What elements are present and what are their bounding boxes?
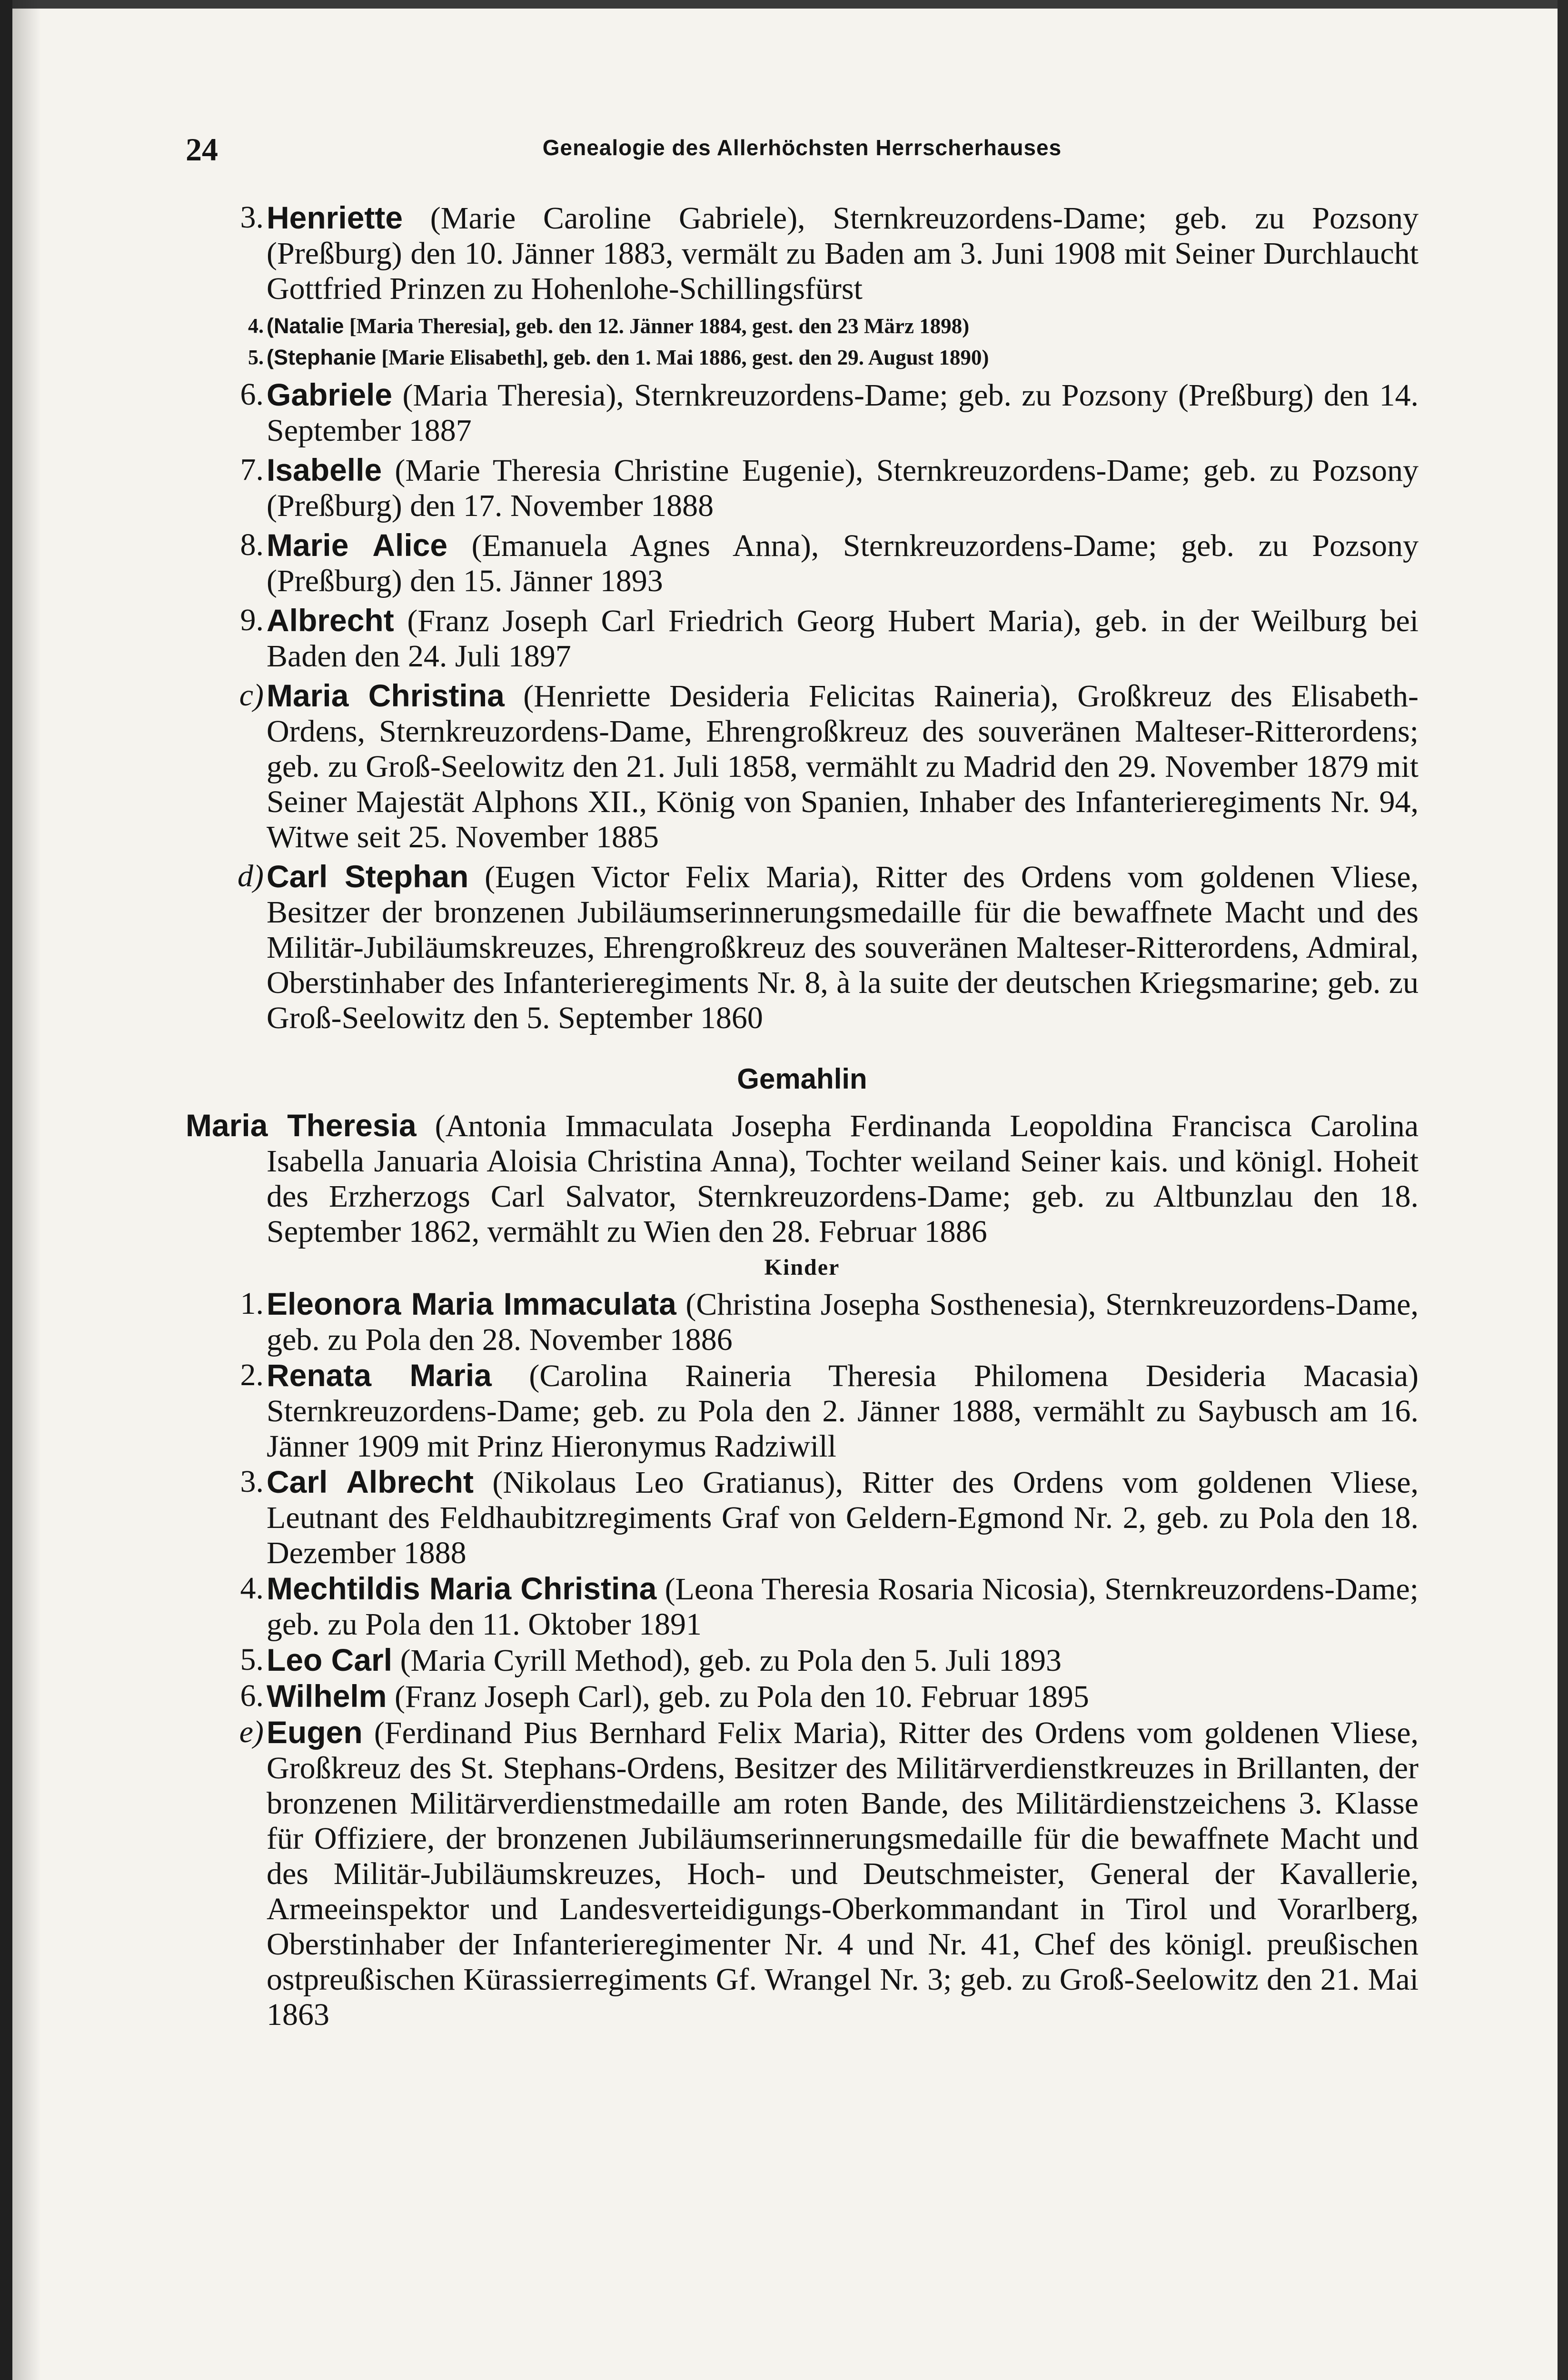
child-entry-wilhelm [186,1678,1419,1715]
entry-number: 5. [240,1642,264,1677]
entry-text: (Marie Caroline Gabriele), Sternkreuzordens-Dame; geb. zu Pozsony (Preßburg) den 10. Jänner 1883, vermält zu Baden am 3. Juni 1908 mit Seiner Durchlaucht Gottfried Prinzen zu Hohenlohe-Schillingsfürst [267,201,1419,306]
entry-number: 5. [248,346,264,369]
entry-name: Eugen [267,1715,363,1750]
entry-name: Albrecht [267,603,394,638]
entry-stephanie [186,342,1419,373]
entry-number: 4. [240,1571,264,1606]
entry-name: Leo Carl [267,1642,393,1677]
entry-text: (Marie Theresia Christine Eugenie), Sternkreuzordens-Dame; geb. zu Pozsony (Preßburg) den 17. November 1888 [267,453,1419,523]
child-entry-eleonora [186,1286,1419,1358]
entry-marie-alice [186,527,1419,599]
page-header [186,131,1419,169]
entry-name: Henriette [267,200,403,235]
entry-eugen [186,1715,1419,2033]
spouse-name: Maria Theresia [186,1108,417,1143]
spouse-text: (Antonia Immaculata Josepha Ferdinanda Leopoldina Francisca Carolina Isabella Januaria Aloisia Christina Anna), Tochter weiland Seiner kais. und königl. Hoheit des Erzherzogs Carl Salvator, Sternkreuzordens-Dame; geb. zu Altbunzlau den 18. September 1862, vermählt zu Wien den 28. Februar 1886 [267,1109,1419,1249]
entry-number: 3. [240,1464,264,1499]
section-heading-kinder: Kinder [764,1255,840,1280]
entry-number: 7. [240,452,264,487]
entry-text: (Carolina Raineria Theresia Philomena Desideria Macasia) Sternkreuzordens-Dame; geb. zu Pola den 2. Jänner 1888, vermählt zu Saybusch am 16. Jänner 1909 mit Prinz Hieronymus Radziwill [267,1359,1419,1464]
entry-number: c) [239,678,264,713]
entry-number: e) [239,1715,264,1749]
entry-text: (Emanuela Agnes Anna), Sternkreuzordens-Dame; geb. zu Pozsony (Preßburg) den 15. Jänner 1893 [267,528,1419,598]
entry-text: (Leona Theresia Rosaria Nicosia), Sternkreuzordens-Dame; geb. zu Pola den 11. Oktober 1891 [267,1572,1419,1642]
entry-text: [Maria Theresia], geb. den 12. Jänner 1884, gest. den 23 März 1898) [344,314,970,338]
scan-border-top [0,0,1568,9]
entry-number: 8. [240,527,264,562]
entry-name: Eleonora Maria Immaculata [267,1286,676,1321]
entry-name: Maria Christina [267,678,505,713]
entry-name: Mechtildis Maria Christina [267,1571,657,1606]
entry-name: (Natalie [267,314,344,338]
entry-gabriele [186,377,1419,448]
entry-text: (Franz Joseph Carl Friedrich Georg Hubert Maria), geb. in der Weilburg bei Baden den 24. Juli 1897 [267,604,1419,674]
entry-name: (Stephanie [267,345,377,369]
entry-name: Wilhelm [267,1678,387,1714]
running-head: Genealogie des Allerhöchsten Herrscherhauses [542,135,1062,160]
child-entry-carl-albrecht [186,1464,1419,1571]
page-body [186,200,1419,2033]
entry-number: 6. [240,1678,264,1713]
entry-maria-christina [186,678,1419,855]
entry-text: (Maria Theresia), Sternkreuzordens-Dame; geb. zu Pozsony (Preßburg) den 14. September 1887 [267,378,1419,448]
child-entry-mechtildis [186,1571,1419,1642]
entry-text: (Ferdinand Pius Bernhard Felix Maria), Ritter des Ordens vom goldenen Vliese, Großkreuz des St. Stephans-Ordens, Besitzer des Militärverdienstkreuzes in Brillanten, der bronzenen Militärverdienstmedaille am roten Bande, des Militärdienstzeichens 3. Klasse für Offiziere, der bronzenen Jubiläumserinnerungsmedaille für die bewaffnete Macht und des Militär-Jubiläumskreuzes, Hoch- und Deutschmeister, General der Kavallerie, Armeeinspektor und Landesverteidigungs-Oberkommandant in Tirol und Vorarlberg, Oberstinhaber der Infanterieregimenter Nr. 4 und Nr. 41, Chef des königl. preußischen ostpreußischen Kürassierregiments Gf. Wrangel Nr. 3; geb. zu Groß-Seelowitz den 21. Mai 1863 [267,1716,1419,2032]
entry-name: Marie Alice [267,527,448,563]
entry-name: Isabelle [267,452,382,487]
page-number: 24 [186,131,218,168]
entry-name: Gabriele [267,377,393,412]
entry-number: 6. [240,377,264,412]
entry-albrecht [186,603,1419,674]
entry-name: Carl Albrecht [267,1464,474,1499]
entry-number: d) [238,859,264,893]
entry-name: Carl Stephan [267,859,469,894]
spouse-entry [186,1108,1419,1250]
entry-text: (Christina Josepha Sosthenesia), Sternkreuzordens-Dame, geb. zu Pola den 28. November 1886 [267,1287,1419,1357]
section-heading-gemahlin: Gemahlin [737,1063,867,1095]
entry-number: 1. [240,1286,264,1321]
child-entry-leo-carl [186,1642,1419,1678]
entry-text: (Maria Cyrill Method), geb. zu Pola den 5. Juli 1893 [392,1643,1062,1678]
entry-text: (Eugen Victor Felix Maria), Ritter des Ordens vom goldenen Vliese, Besitzer der bronzenen Jubiläumserinnerungsmedaille für die bewaffnete Macht und des Militär-Jubiläumskreuzes, Ehrengroßkreuz des souveränen Malteser-Ritterordens, Admiral, Oberstinhaber des Infanterieregiments Nr. 8, à la suite der deutschen Kriegsmarine; geb. zu Groß-Seelowitz den 5. September 1860 [267,860,1419,1035]
entry-name: Renata Maria [267,1358,492,1393]
entry-number: 2. [240,1358,264,1392]
entry-henriette [186,200,1419,307]
entry-text: (Henriette Desideria Felicitas Raineria), Großkreuz des Elisabeth-Ordens, Sternkreuzordens-Dame, Ehrengroßkreuz des souveränen Malteser-Ritterordens; geb. zu Groß-Seelowitz den 21. Juli 1858, vermählt zu Madrid den 29. November 1879 mit Seiner Majestät Alphons XII., König von Spanien, Inhaber des Infanterieregiments Nr. 94, Witwe seit 25. November 1885 [267,679,1419,854]
entry-text: (Franz Joseph Carl), geb. zu Pola den 10. Februar 1895 [387,1679,1089,1714]
entry-number: 9. [240,603,264,637]
entry-isabelle [186,452,1419,524]
entry-number: 3. [240,200,264,235]
entry-number: 4. [248,314,264,337]
entry-text: (Nikolaus Leo Gratianus), Ritter des Ordens vom goldenen Vliese, Leutnant des Feldhaubitzregiments Graf von Geldern-Egmond Nr. 2, geb. zu Pola den 18. Dezember 1888 [267,1465,1419,1570]
child-entry-renata [186,1358,1419,1464]
scan-border-left [0,0,12,2380]
scan-border-right [1558,0,1568,2380]
entry-carl-stephan [186,859,1419,1036]
entry-natalie [186,310,1419,342]
binding-shadow [12,0,41,2380]
entry-text: [Marie Elisabeth], geb. den 1. Mai 1886, gest. den 29. August 1890) [376,346,989,369]
